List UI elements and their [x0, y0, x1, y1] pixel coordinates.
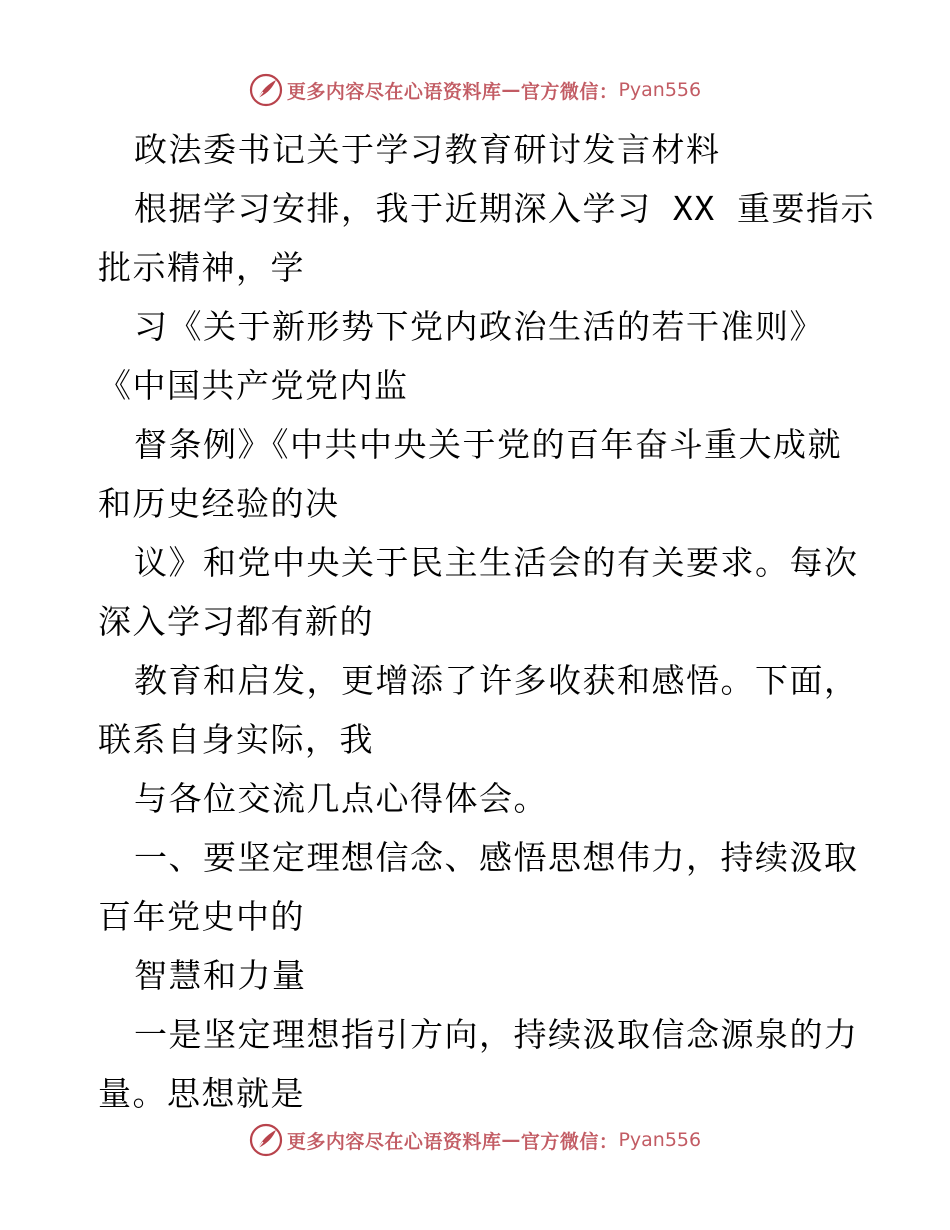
- section-heading-continued: 百年党史中的: [98, 897, 305, 936]
- section-heading: 一、要坚定理想信念、感悟思想伟力，持续汲取: [134, 838, 859, 877]
- watermark-site-text: 更多内容尽在心语资料库: [286, 80, 502, 103]
- text-line: 督条例》《中共中央关于党的百年奋斗重大成就: [134, 425, 842, 464]
- watermark-banner-bottom: [0, 1118, 950, 1162]
- text-line: 与各位交流几点心得体会。: [134, 779, 548, 818]
- text-line: 议》和党中央关于民主生活会的有关要求。每次: [134, 543, 859, 582]
- text-line: 根据学习安排，我于近期深入学习 XX 重要指示: [134, 189, 875, 228]
- text-line: 量。思想就是: [98, 1074, 305, 1113]
- text-line: 和历史经验的决: [98, 484, 340, 523]
- document-body: [98, 120, 875, 1123]
- document-title: 政法委书记关于学习教育研讨发言材料: [134, 130, 721, 169]
- text-line: 教育和启发，更增添了许多收获和感悟。下面，: [134, 661, 859, 700]
- watermark-separator: —: [501, 1129, 521, 1151]
- watermark-site-text: 更多内容尽在心语资料库: [286, 1130, 502, 1153]
- text-line: 批示精神，学: [98, 248, 305, 287]
- text-line: 《中国共产党党内监: [98, 366, 409, 405]
- quill-logo-icon: [249, 1123, 283, 1157]
- text-line: 习《关于新形势下党内政治生活的若干准则》: [134, 307, 824, 346]
- quill-logo-icon: [249, 73, 283, 107]
- watermark-separator: —: [501, 79, 521, 101]
- watermark-wechat-label: 官方微信：: [520, 80, 619, 103]
- text-line: 联系自身实际，我: [98, 720, 374, 759]
- watermark-banner-top: [0, 68, 950, 112]
- text-line: 深入学习都有新的: [98, 602, 374, 641]
- watermark-wechat-label: 官方微信：: [520, 1130, 619, 1153]
- text-line: 一是坚定理想指引方向，持续汲取信念源泉的力: [134, 1015, 859, 1054]
- watermark-wechat-id: Pyan556: [618, 1129, 702, 1151]
- section-heading-continued: 智慧和力量: [134, 956, 307, 995]
- watermark-wechat-id: Pyan556: [618, 79, 702, 101]
